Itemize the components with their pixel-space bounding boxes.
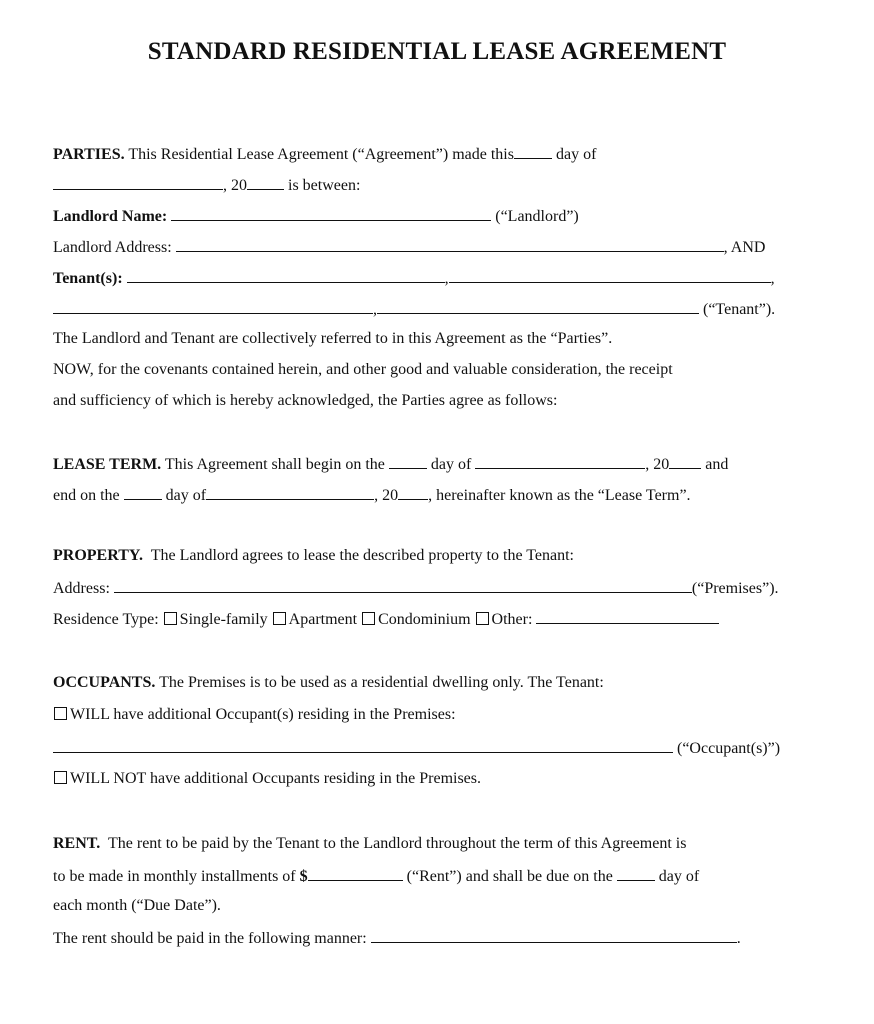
lease-end-year-field[interactable] <box>398 484 428 500</box>
lease-term-line-1 <box>53 453 728 475</box>
property-address-field[interactable] <box>114 577 692 593</box>
rent-due-day-field[interactable] <box>617 865 655 881</box>
rent-manner-line <box>53 927 741 949</box>
tenants-line-1 <box>53 267 775 289</box>
parties-heading: PARTIES. <box>53 146 125 163</box>
landlord-name-line <box>53 205 579 227</box>
landlord-name-label: Landlord Name: <box>53 208 168 225</box>
lease-end-month-field[interactable] <box>206 484 374 500</box>
document-title: STANDARD RESIDENTIAL LEASE AGREEMENT <box>147 38 727 65</box>
lease-term-line-2 <box>53 484 691 506</box>
landlord-tag: (“Landlord”) <box>495 208 579 225</box>
lease-end-year-prefix: , 20 <box>374 487 399 504</box>
tenants-line-2 <box>53 298 775 320</box>
parties-intro: This Residential Lease Agreement (“Agreement”) made this <box>128 146 514 163</box>
lease-and-text: and <box>705 456 729 473</box>
rent-installments-text: to be made in monthly installments of <box>53 868 296 885</box>
occupants-will-not-line <box>53 769 481 789</box>
occupants-will-line <box>53 705 456 725</box>
agreement-month-field[interactable] <box>53 174 223 190</box>
property-address-line <box>53 577 779 599</box>
tenant-comma-3: , <box>373 301 377 318</box>
landlord-address-field[interactable] <box>176 236 724 252</box>
dollar-sign: $ <box>299 868 308 885</box>
other-checkbox[interactable] <box>476 612 489 625</box>
occupants-heading: OCCUPANTS. <box>53 674 156 691</box>
tenant-3-field[interactable] <box>53 298 373 314</box>
occupant-tag: (“Occupant(s)”) <box>677 740 781 757</box>
lease-end-suffix: , hereinafter known as the “Lease Term”. <box>428 487 691 504</box>
residence-type-line <box>53 608 719 630</box>
single-family-label: Single-family <box>179 611 268 628</box>
lease-term-heading: LEASE TERM. <box>53 456 162 473</box>
other-label: Other: <box>491 611 533 628</box>
lease-end-text: end on the <box>53 487 120 504</box>
will-have-occupants-checkbox[interactable] <box>54 707 67 720</box>
lease-end-day-field[interactable] <box>124 484 162 500</box>
rent-day-of: day of <box>658 868 700 885</box>
property-heading: PROPERTY. <box>53 547 143 564</box>
parties-between: is between: <box>288 177 361 194</box>
rent-due-text: (“Rent”) and shall be due on the <box>406 868 613 885</box>
rent-heading: RENT. <box>53 835 101 852</box>
will-not-have-occupants-label: WILL NOT have additional Occupants residing in the Premises. <box>70 770 482 787</box>
property-address-label: Address: <box>53 580 110 597</box>
occupant-names-field[interactable] <box>53 737 673 753</box>
rent-amount-field[interactable] <box>308 865 403 881</box>
tenant-1-field[interactable] <box>127 267 445 283</box>
tenant-tag: (“Tenant”). <box>703 301 776 318</box>
tenant-4-field[interactable] <box>377 298 699 314</box>
lease-end-day-of: day of <box>165 487 207 504</box>
now-clause-line-2: and sufficiency of which is hereby acknowledged, the Parties agree as follows: <box>53 392 558 409</box>
will-not-have-occupants-checkbox[interactable] <box>54 771 67 784</box>
lease-start-year-field[interactable] <box>669 453 701 469</box>
lease-start-month-field[interactable] <box>475 453 645 469</box>
agreement-year-field[interactable] <box>247 174 284 190</box>
lease-start-day-field[interactable] <box>389 453 427 469</box>
rent-line-2 <box>53 865 699 887</box>
property-text: The Landlord agrees to lease the described property to the Tenant: <box>150 547 574 564</box>
parties-line-1 <box>53 143 596 165</box>
premises-tag: (“Premises”). <box>691 580 779 597</box>
and-text: , AND <box>723 239 766 256</box>
occupants-names-line <box>53 737 780 759</box>
lease-begin-text: This Agreement shall begin on the <box>164 456 385 473</box>
rent-manner-period: . <box>736 930 741 947</box>
collective-reference: The Landlord and Tenant are collectively referred to in this Agreement as the “Parties”. <box>53 330 613 347</box>
will-have-occupants-label: WILL have additional Occupant(s) residing in the Premises: <box>70 706 456 723</box>
occupants-text: The Premises is to be used as a residential dwelling only. The Tenant: <box>159 674 604 691</box>
apartment-checkbox[interactable] <box>273 612 286 625</box>
tenant-comma-1: , <box>444 270 449 287</box>
single-family-checkbox[interactable] <box>164 612 177 625</box>
landlord-name-field[interactable] <box>171 205 491 221</box>
parties-line-2 <box>53 174 360 196</box>
condominium-checkbox[interactable] <box>362 612 375 625</box>
landlord-address-label: Landlord Address: <box>53 239 172 256</box>
other-residence-field[interactable] <box>536 608 719 624</box>
rent-line-1-text: The rent to be paid by the Tenant to the Landlord throughout the term of this Agreement is <box>107 835 687 852</box>
tenant-comma-2: , <box>770 270 775 287</box>
residence-type-label: Residence Type: <box>53 611 159 628</box>
occupants-line-1 <box>53 673 604 693</box>
tenant-2-field[interactable] <box>449 267 771 283</box>
parties-day-of: day of <box>555 146 597 163</box>
landlord-address-line <box>53 236 765 258</box>
rent-manner-label: The rent should be paid in the following manner: <box>53 930 367 947</box>
property-line-1 <box>53 546 574 566</box>
parties-year-prefix: , 20 <box>223 177 247 194</box>
agreement-day-field[interactable] <box>514 143 552 159</box>
now-clause-line-1: NOW, for the covenants contained herein, and other good and valuable consideration, the receipt <box>53 361 673 378</box>
tenants-label: Tenant(s): <box>53 270 123 287</box>
rent-manner-field[interactable] <box>371 927 737 943</box>
apartment-label: Apartment <box>288 611 358 628</box>
lease-start-day-of: day of <box>430 456 472 473</box>
condominium-label: Condominium <box>378 611 471 628</box>
rent-line-3: each month (“Due Date”). <box>53 897 221 914</box>
lease-start-year-prefix: , 20 <box>645 456 670 473</box>
rent-line-1 <box>53 834 686 854</box>
